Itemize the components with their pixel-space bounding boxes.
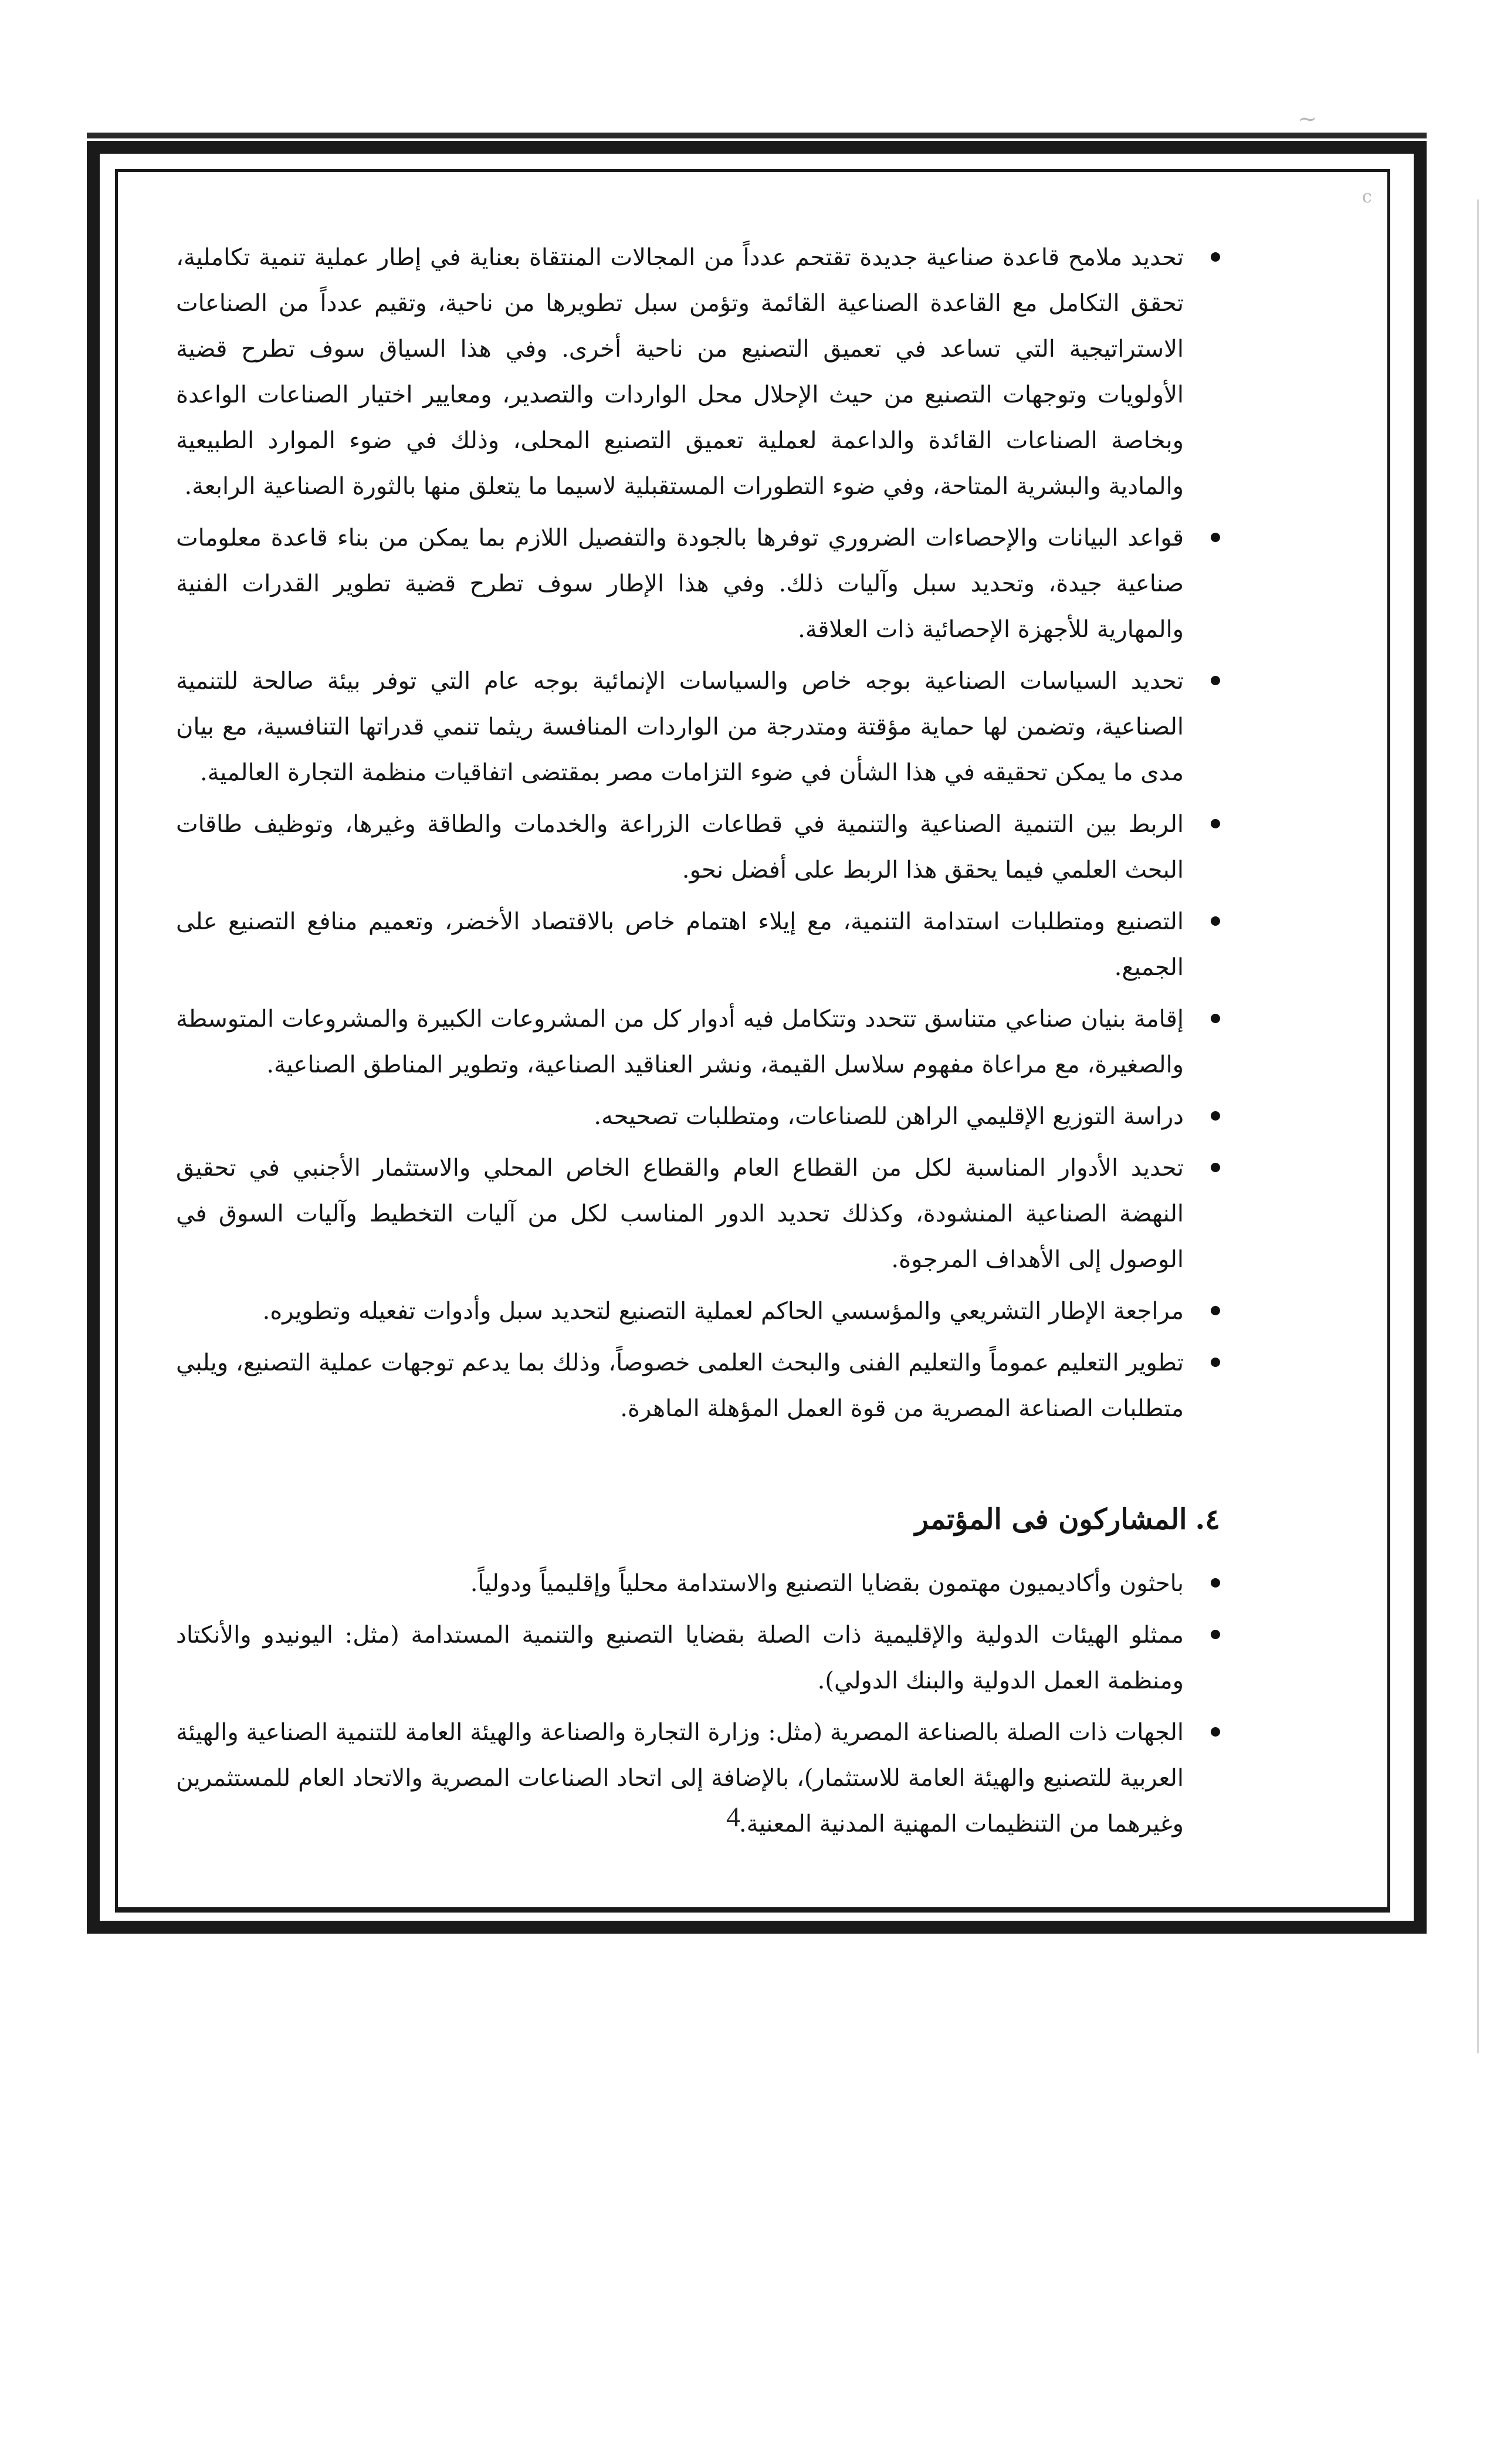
bullet-icon <box>1211 1163 1220 1172</box>
scan-edge-line <box>1477 199 1479 2053</box>
bullet-list-goals <box>176 235 1220 1431</box>
list-item: تحديد الأدوار المناسبة لكل من القطاع العام والقطاع الخاص المحلي والاستثمار الأجنبي في تحقيق النهضة الصناعية المنشودة، وكذلك تحديد الدور المناسب لكل من آليات التخطيط وآليات السوق في الوصول إلى الأهداف المرجوة. <box>176 1145 1220 1282</box>
bullet-icon <box>1211 1014 1220 1023</box>
list-item: دراسة التوزيع الإقليمي الراهن للصناعات، ومتطلبات تصحيحه. <box>176 1094 1220 1139</box>
list-item: تحديد ملامح قاعدة صناعية جديدة تقتحم عدداً من المجالات المنتقاة بعناية في إطار عملية تنمية تكاملية، تحقق التكامل مع القاعدة الصناعية القائمة وتؤمن سبل تطويرها من ناحية، وتقيم عدداً من الصناعات الاستراتيجية التي تساعد في تعميق التصنيع من ناحية أخرى. وفي هذا السياق سوف تطرح قضية الأولويات وتوجهات التصنيع من حيث الإحلال محل الواردات والتصدير، ومعايير اختيار الصناعات الواعدة وبخاصة الصناعات القائدة والداعمة لعملية تعميق التصنيع المحلى، وذلك في ضوء الموارد الطبيعية والمادية والبشرية المتاحة، وفي ضوء التطورات المستقبلية لاسيما ما يتعلق منها بالثورة الصناعية الرابعة. <box>176 235 1220 509</box>
bullet-icon <box>1211 1306 1220 1315</box>
bullet-icon <box>1211 252 1220 262</box>
page-number: 4 <box>726 1802 740 1833</box>
list-item: إقامة بنيان صناعي متناسق تتحدد وتتكامل فيه أدوار كل من المشروعات الكبيرة والمشروعات المتوسطة والصغيرة، مع مراعاة مفهوم سلاسل القيمة، ونشر العناقيد الصناعية، وتطوير المناطق الصناعية. <box>176 996 1220 1088</box>
scan-artifact-mark: ~ <box>1298 106 1318 133</box>
page-frame-top-shadow <box>87 133 1427 138</box>
section-heading-participants <box>176 1496 1220 1543</box>
list-item: باحثون وأكاديميون مهتمون بقضايا التصنيع والاستدامة محلياً وإقليمياً ودولياً. <box>176 1561 1220 1606</box>
bullet-icon <box>1211 1111 1220 1121</box>
list-item: مراجعة الإطار التشريعي والمؤسسي الحاكم لعملية التصنيع لتحديد سبل وأدوات تفعيله وتطويره. <box>176 1288 1220 1334</box>
list-item: التصنيع ومتطلبات استدامة التنمية، مع إيلاء اهتمام خاص بالاقتصاد الأخضر، وتعميم منافع التصنيع على الجميع. <box>176 899 1220 990</box>
bullet-icon <box>1211 916 1220 926</box>
list-item: الجهات ذات الصلة بالصناعة المصرية (مثل: وزارة التجارة والصناعة والهيئة العامة للتنمية الصناعية والهيئة العربية للتصنيع والهيئة العامة للاستثمار)، بالإضافة إلى اتحاد الصناعات المصرية والاتحاد العام للمستثمرين وغيرهما من التنظيمات المهنية المدنية المعنية. <box>176 1710 1220 1847</box>
bullet-icon <box>1211 1358 1220 1367</box>
list-item: تطوير التعليم عموماً والتعليم الفنى والبحث العلمى خصوصاً، وذلك بما يدعم توجهات عملية التصنيع، ويلبي متطلبات الصناعة المصرية من قوة العمل المؤهلة الماهرة. <box>176 1340 1220 1431</box>
bullet-icon <box>1211 676 1220 685</box>
list-item: تحديد السياسات الصناعية بوجه خاص والسياسات الإنمائية بوجه عام التي توفر بيئة صالحة للتنمية الصناعية، وتضمن لها حماية مؤقتة ومتدرجة من الواردات المنافسة ريثما تنمي قدراتها التنافسية، مع بيان مدى ما يمكن تحقيقه في هذا الشأن في ضوء التزامات مصر بمقتضى اتفاقيات منظمة التجارة العالمية. <box>176 658 1220 796</box>
bullet-icon <box>1211 819 1220 828</box>
scan-artifact-mark: c <box>1362 187 1372 207</box>
list-item: قواعد البيانات والإحصاءات الضروري توفرها بالجودة والتفصيل اللازم بما يمكن من بناء قاعدة معلومات صناعية جيدة، وتحديد سبل وآليات ذلك. وفي هذا الإطار سوف تطرح قضية تطوير القدرات الفنية والمهارية للأجهزة الإحصائية ذات العلاقة. <box>176 515 1220 652</box>
bullet-icon <box>1211 533 1220 542</box>
document-body <box>176 235 1220 1853</box>
section-number: ٤. <box>1195 1503 1220 1536</box>
bullet-icon <box>1211 1630 1220 1639</box>
bullet-list-participants <box>176 1561 1220 1847</box>
bullet-icon <box>1211 1578 1220 1588</box>
bullet-icon <box>1211 1727 1220 1737</box>
section-title: المشاركون فى المؤتمر <box>915 1503 1187 1536</box>
list-item: الربط بين التنمية الصناعية والتنمية في قطاعات الزراعة والخدمات والطاقة وغيرها، وتوظيف طاقات البحث العلمي فيما يحقق هذا الربط على أفضل نحو. <box>176 801 1220 893</box>
list-item: ممثلو الهيئات الدولية والإقليمية ذات الصلة بقضايا التصنيع والتنمية المستدامة (مثل: اليونيدو والأنكتاد ومنظمة العمل الدولية والبنك الدولي). <box>176 1612 1220 1704</box>
